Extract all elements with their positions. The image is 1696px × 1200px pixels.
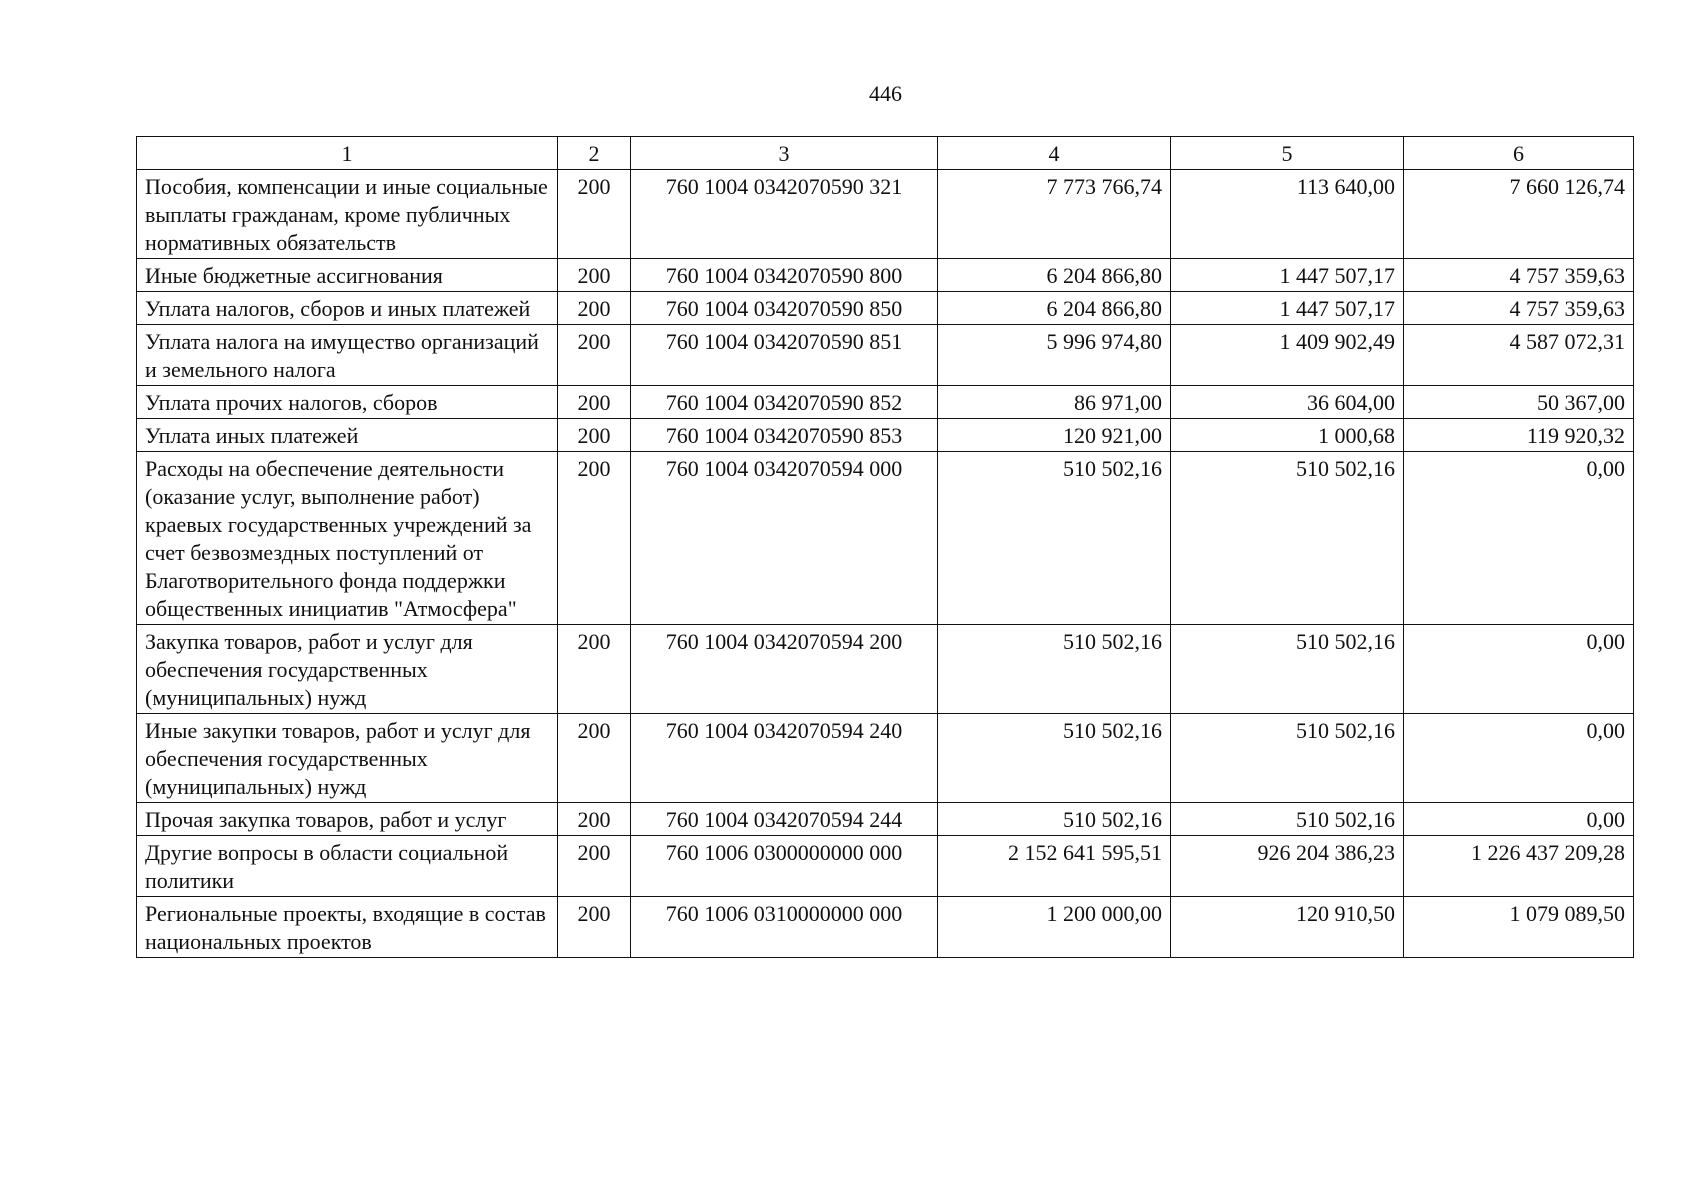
row-kbk: 760 1004 0342070594 000 [631,452,938,625]
table-row [137,897,1634,958]
row-executed: 1 447 507,17 [1171,259,1404,292]
row-code: 200 [558,836,631,897]
row-code: 200 [558,325,631,386]
table-row [137,836,1634,897]
row-executed: 510 502,16 [1171,714,1404,803]
row-kbk: 760 1006 0300000000 000 [631,836,938,897]
row-kbk: 760 1004 0342070590 850 [631,292,938,325]
row-name: Расходы на обеспечение деятельности (оказание услуг, выполнение работ) краевых государственных учреждений за счет безвозмездных поступлений от Благотворительного фонда поддержки общественных инициатив "Атмосфера" [137,452,558,625]
column-header-5: 5 [1171,137,1404,170]
row-remaining: 0,00 [1404,803,1634,836]
row-approved: 510 502,16 [938,625,1171,714]
row-executed: 1 447 507,17 [1171,292,1404,325]
row-approved: 510 502,16 [938,452,1171,625]
row-approved: 2 152 641 595,51 [938,836,1171,897]
table-row [137,803,1634,836]
row-remaining: 4 757 359,63 [1404,292,1634,325]
table-row [137,714,1634,803]
page-number: 446 [869,81,902,106]
row-kbk: 760 1004 0342070594 244 [631,803,938,836]
column-header-4: 4 [938,137,1171,170]
row-kbk: 760 1004 0342070590 851 [631,325,938,386]
row-remaining: 4 587 072,31 [1404,325,1634,386]
row-code: 200 [558,259,631,292]
row-remaining: 4 757 359,63 [1404,259,1634,292]
row-code: 200 [558,419,631,452]
row-code: 200 [558,803,631,836]
row-kbk: 760 1004 0342070590 853 [631,419,938,452]
row-approved: 1 200 000,00 [938,897,1171,958]
table-row [137,386,1634,419]
row-remaining: 1 079 089,50 [1404,897,1634,958]
row-approved: 510 502,16 [938,803,1171,836]
row-executed: 510 502,16 [1171,803,1404,836]
row-code: 200 [558,386,631,419]
table-row [137,325,1634,386]
row-remaining: 1 226 437 209,28 [1404,836,1634,897]
row-kbk: 760 1004 0342070590 852 [631,386,938,419]
row-kbk: 760 1004 0342070590 321 [631,170,938,259]
row-name: Другие вопросы в области социальной политики [137,836,558,897]
row-code: 200 [558,452,631,625]
budget-table [136,136,1634,958]
row-name: Пособия, компенсации и иные социальные выплаты гражданам, кроме публичных нормативных обязательств [137,170,558,259]
row-code: 200 [558,625,631,714]
row-code: 200 [558,714,631,803]
row-name: Закупка товаров, работ и услуг для обеспечения государственных (муниципальных) нужд [137,625,558,714]
column-header-1: 1 [137,137,558,170]
row-remaining: 50 367,00 [1404,386,1634,419]
row-approved: 6 204 866,80 [938,259,1171,292]
row-approved: 6 204 866,80 [938,292,1171,325]
row-approved: 86 971,00 [938,386,1171,419]
header-row [137,137,1634,170]
row-code: 200 [558,897,631,958]
row-executed: 113 640,00 [1171,170,1404,259]
row-kbk: 760 1004 0342070590 800 [631,259,938,292]
column-header-2: 2 [558,137,631,170]
row-executed: 120 910,50 [1171,897,1404,958]
table-row [137,292,1634,325]
row-name: Уплата иных платежей [137,419,558,452]
row-name: Уплата налогов, сборов и иных платежей [137,292,558,325]
row-executed: 510 502,16 [1171,625,1404,714]
row-name: Иные бюджетные ассигнования [137,259,558,292]
row-name: Иные закупки товаров, работ и услуг для обеспечения государственных (муниципальных) нужд [137,714,558,803]
row-name: Уплата налога на имущество организаций и земельного налога [137,325,558,386]
table-row [137,259,1634,292]
row-name: Уплата прочих налогов, сборов [137,386,558,419]
row-remaining: 0,00 [1404,625,1634,714]
row-remaining: 0,00 [1404,452,1634,625]
row-executed: 1 000,68 [1171,419,1404,452]
row-name: Прочая закупка товаров, работ и услуг [137,803,558,836]
row-code: 200 [558,292,631,325]
row-approved: 7 773 766,74 [938,170,1171,259]
table-row [137,419,1634,452]
row-executed: 510 502,16 [1171,452,1404,625]
row-approved: 5 996 974,80 [938,325,1171,386]
row-executed: 1 409 902,49 [1171,325,1404,386]
row-approved: 120 921,00 [938,419,1171,452]
row-kbk: 760 1004 0342070594 200 [631,625,938,714]
row-executed: 36 604,00 [1171,386,1404,419]
row-approved: 510 502,16 [938,714,1171,803]
row-name: Региональные проекты, входящие в состав национальных проектов [137,897,558,958]
table-row [137,452,1634,625]
row-kbk: 760 1004 0342070594 240 [631,714,938,803]
table-row [137,170,1634,259]
row-remaining: 7 660 126,74 [1404,170,1634,259]
row-remaining: 0,00 [1404,714,1634,803]
row-remaining: 119 920,32 [1404,419,1634,452]
row-kbk: 760 1006 0310000000 000 [631,897,938,958]
row-code: 200 [558,170,631,259]
column-header-6: 6 [1404,137,1634,170]
table-row [137,625,1634,714]
row-executed: 926 204 386,23 [1171,836,1404,897]
column-header-3: 3 [631,137,938,170]
